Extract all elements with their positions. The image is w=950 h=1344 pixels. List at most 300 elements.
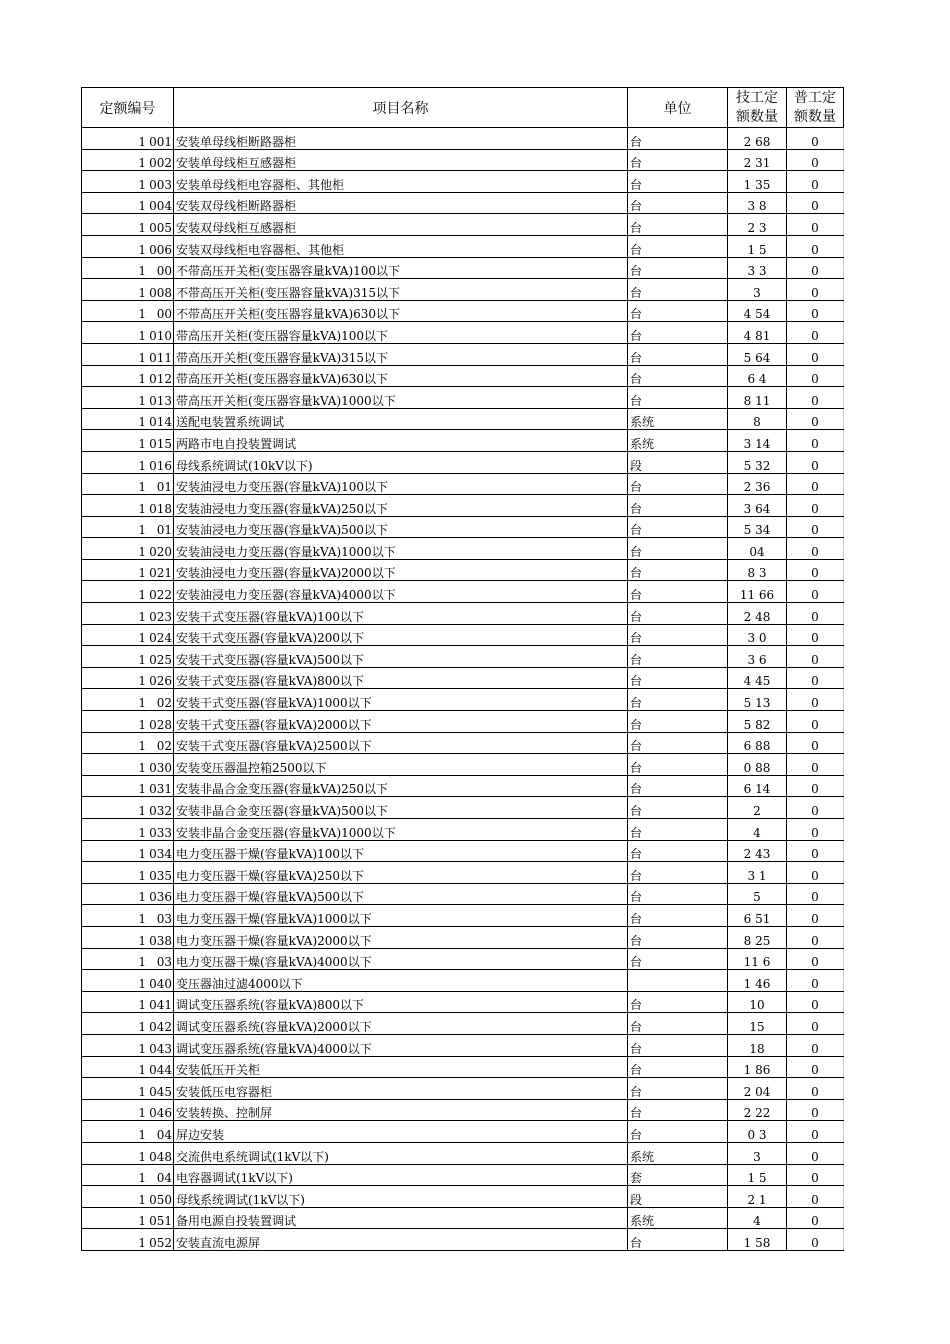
- cell-code: [82, 1207, 174, 1229]
- code-number: 020: [149, 544, 172, 559]
- code-number: 025: [149, 652, 172, 667]
- code-number: 016: [149, 458, 172, 473]
- cell-skilled-qty: 3 1: [728, 862, 787, 884]
- code-number: 051: [149, 1214, 172, 1229]
- cell-code: [82, 581, 174, 603]
- code-number: 008: [149, 285, 172, 300]
- cell-unit: 台: [628, 473, 728, 495]
- code-prefix: 1: [138, 890, 146, 905]
- cell-general-qty: 0: [787, 300, 844, 322]
- code-prefix: 1: [138, 804, 146, 818]
- cell-item-name: 安装低压电容器柜: [174, 1078, 628, 1100]
- cell-general-qty: 0: [787, 711, 844, 733]
- cell-item-name: 备用电源自投装置调试: [174, 1207, 628, 1229]
- cell-code: [82, 1186, 174, 1208]
- cell-general-qty: 0: [787, 1013, 844, 1035]
- cell-item-name: 安装干式变压器(容量kVA)2500以下: [174, 732, 628, 754]
- cell-unit: 台: [628, 1229, 728, 1251]
- cell-skilled-qty: 10: [728, 991, 787, 1013]
- code-number: 046: [149, 1106, 172, 1121]
- cell-code: [82, 1078, 174, 1100]
- cell-item-name: 电力变压器干燥(容量kVA)1000以下: [174, 905, 628, 927]
- cell-unit: 台: [628, 516, 728, 538]
- cell-skilled-qty: 8: [728, 408, 787, 430]
- cell-general-qty: 0: [787, 991, 844, 1013]
- cell-unit: 段: [628, 1186, 728, 1208]
- cell-item-name: 安装干式变压器(容量kVA)2000以下: [174, 711, 628, 733]
- cell-general-qty: 0: [787, 516, 844, 538]
- cell-skilled-qty: 1 46: [728, 970, 787, 992]
- cell-item-name: 安装油浸电力变压器(容量kVA)250以下: [174, 495, 628, 517]
- cell-code: [82, 1013, 174, 1035]
- table-row: [82, 948, 844, 970]
- code-prefix: 1: [138, 1192, 146, 1207]
- table-row: [82, 1078, 844, 1100]
- code-prefix: 1: [138, 1171, 146, 1186]
- table-row: [82, 1056, 844, 1078]
- cell-skilled-qty: 8 25: [728, 926, 787, 948]
- cell-code: [82, 603, 174, 625]
- cell-code: [82, 430, 174, 452]
- code-prefix: 1: [138, 1019, 146, 1034]
- cell-general-qty: 0: [787, 667, 844, 689]
- cell-general-qty: 0: [787, 365, 844, 387]
- cell-unit: 台: [628, 343, 728, 365]
- cell-unit: 台: [628, 149, 728, 171]
- cell-general-qty: 0: [787, 1099, 844, 1121]
- cell-item-name: 不带高压开关柜(变压器容量kVA)630以下: [174, 300, 628, 322]
- code-prefix: 1: [138, 1235, 146, 1250]
- cell-unit: 台: [628, 732, 728, 754]
- cell-item-name: 安装单母线柜断路器柜: [174, 128, 628, 150]
- cell-skilled-qty: 0 88: [728, 754, 787, 776]
- cell-item-name: 安装双母线柜电容器柜、其他柜: [174, 235, 628, 257]
- code-prefix: 1: [138, 760, 146, 775]
- cell-unit: 台: [628, 171, 728, 193]
- cell-item-name: 两路市电自投装置调试: [174, 430, 628, 452]
- cell-code: [82, 343, 174, 365]
- cell-general-qty: 0: [787, 775, 844, 797]
- cell-code: [82, 495, 174, 517]
- table-row: [82, 862, 844, 884]
- cell-code: [82, 516, 174, 538]
- cell-skilled-qty: 6 4: [728, 365, 787, 387]
- cell-skilled-qty: 2: [728, 797, 787, 819]
- table-row: [82, 365, 844, 387]
- cell-skilled-qty: 4 45: [728, 667, 787, 689]
- header-unit: 单位: [628, 88, 728, 128]
- cell-unit: 台: [628, 862, 728, 884]
- cell-code: [82, 279, 174, 301]
- cell-skilled-qty: 3 6: [728, 646, 787, 668]
- code-prefix: 1: [138, 1149, 146, 1164]
- cell-unit: 台: [628, 1099, 728, 1121]
- code-prefix: 1: [138, 415, 146, 430]
- table-row: [82, 171, 844, 193]
- table-row: [82, 797, 844, 819]
- table-row: [82, 1121, 844, 1143]
- table-row: [82, 408, 844, 430]
- code-prefix: 1: [138, 199, 146, 214]
- cell-item-name: 安装双母线柜断路器柜: [174, 192, 628, 214]
- cell-code: [82, 646, 174, 668]
- table-row: [82, 538, 844, 560]
- code-prefix: 1: [138, 134, 146, 149]
- cell-item-name: 带高压开关柜(变压器容量kVA)315以下: [174, 343, 628, 365]
- table-row: [82, 775, 844, 797]
- cell-skilled-qty: 6 51: [728, 905, 787, 927]
- cell-general-qty: 0: [787, 581, 844, 603]
- code-number: 03: [156, 955, 172, 970]
- cell-skilled-qty: 2 1: [728, 1186, 787, 1208]
- code-number: 04: [156, 1171, 172, 1186]
- cell-unit: 台: [628, 128, 728, 150]
- code-number: 030: [149, 760, 172, 775]
- cell-unit: 台: [628, 754, 728, 776]
- code-number: 014: [149, 415, 172, 430]
- cell-item-name: 电力变压器干燥(容量kVA)4000以下: [174, 948, 628, 970]
- cell-general-qty: 0: [787, 883, 844, 905]
- cell-skilled-qty: 2 68: [728, 128, 787, 150]
- cell-skilled-qty: 1 5: [728, 235, 787, 257]
- code-prefix: 1: [138, 156, 146, 171]
- code-prefix: 1: [138, 350, 146, 365]
- cell-unit: 台: [628, 1034, 728, 1056]
- cell-skilled-qty: 3: [728, 1142, 787, 1164]
- cell-general-qty: 0: [787, 538, 844, 560]
- cell-general-qty: 0: [787, 408, 844, 430]
- code-number: 038: [149, 933, 172, 948]
- code-prefix: 1: [138, 501, 146, 516]
- table-row: [82, 1164, 844, 1186]
- cell-skilled-qty: 5 82: [728, 711, 787, 733]
- cell-skilled-qty: 4 81: [728, 322, 787, 344]
- cell-unit: 台: [628, 322, 728, 344]
- cell-general-qty: 0: [787, 235, 844, 257]
- code-prefix: 1: [138, 436, 146, 451]
- cell-code: [82, 991, 174, 1013]
- table-row: [82, 430, 844, 452]
- cell-skilled-qty: 3 8: [728, 192, 787, 214]
- cell-general-qty: 0: [787, 1056, 844, 1078]
- cell-general-qty: 0: [787, 970, 844, 992]
- table-row: [82, 754, 844, 776]
- cell-general-qty: 0: [787, 689, 844, 711]
- code-number: 005: [149, 220, 172, 235]
- code-number: 015: [149, 436, 172, 451]
- cell-code: [82, 905, 174, 927]
- cell-unit: 台: [628, 1078, 728, 1100]
- code-number: 010: [149, 328, 172, 343]
- code-number: 01: [156, 523, 172, 538]
- table-header: [82, 88, 844, 128]
- table-row: [82, 603, 844, 625]
- cell-code: [82, 171, 174, 193]
- cell-unit: 台: [628, 387, 728, 409]
- table-row: [82, 257, 844, 279]
- table-row: [82, 1207, 844, 1229]
- cell-skilled-qty: 18: [728, 1034, 787, 1056]
- cell-unit: 台: [628, 235, 728, 257]
- code-prefix: 1: [138, 933, 146, 948]
- cell-item-name: 带高压开关柜(变压器容量kVA)1000以下: [174, 387, 628, 409]
- cell-item-name: 安装直流电源屏: [174, 1229, 628, 1251]
- cell-general-qty: 0: [787, 430, 844, 452]
- cell-unit: 台: [628, 1056, 728, 1078]
- code-prefix: 1: [138, 1106, 146, 1121]
- code-number: 032: [149, 804, 172, 818]
- code-prefix: 1: [138, 480, 146, 495]
- cell-general-qty: 0: [787, 1034, 844, 1056]
- cell-unit: 台: [628, 667, 728, 689]
- cell-code: [82, 1142, 174, 1164]
- cell-skilled-qty: 3: [728, 279, 787, 301]
- cell-unit: 台: [628, 926, 728, 948]
- cell-code: [82, 322, 174, 344]
- cell-item-name: 调试变压器系统(容量kVA)2000以下: [174, 1013, 628, 1035]
- header-skilled-line2: 额数量: [736, 108, 778, 125]
- cell-general-qty: 0: [787, 948, 844, 970]
- cell-general-qty: 0: [787, 862, 844, 884]
- cell-item-name: 调试变压器系统(容量kVA)4000以下: [174, 1034, 628, 1056]
- cell-code: [82, 387, 174, 409]
- cell-skilled-qty: 2 43: [728, 840, 787, 862]
- cell-unit: 台: [628, 689, 728, 711]
- cell-unit: 套: [628, 1164, 728, 1186]
- cell-code: [82, 1099, 174, 1121]
- cell-general-qty: 0: [787, 905, 844, 927]
- cell-skilled-qty: 11 6: [728, 948, 787, 970]
- cell-item-name: 安装非晶合金变压器(容量kVA)1000以下: [174, 819, 628, 841]
- cell-skilled-qty: 0 3: [728, 1121, 787, 1143]
- code-number: 044: [149, 1063, 172, 1078]
- cell-skilled-qty: 6 88: [728, 732, 787, 754]
- table-body: [82, 128, 844, 1251]
- cell-code: [82, 797, 174, 819]
- code-prefix: 1: [138, 588, 146, 603]
- code-prefix: 1: [138, 1063, 146, 1078]
- cell-unit: 台: [628, 991, 728, 1013]
- table-row: [82, 192, 844, 214]
- cell-code: [82, 538, 174, 560]
- cell-code: [82, 754, 174, 776]
- cell-unit: 台: [628, 905, 728, 927]
- cell-code: [82, 1056, 174, 1078]
- cell-item-name: 屏边安装: [174, 1121, 628, 1143]
- cell-unit: 段: [628, 451, 728, 473]
- code-prefix: 1: [138, 976, 146, 991]
- cell-item-name: 带高压开关柜(变压器容量kVA)630以下: [174, 365, 628, 387]
- code-number: 02: [156, 739, 172, 754]
- cell-item-name: 安装干式变压器(容量kVA)800以下: [174, 667, 628, 689]
- table-row: [82, 905, 844, 927]
- table-row: [82, 970, 844, 992]
- code-number: 013: [149, 393, 172, 408]
- cell-code: [82, 948, 174, 970]
- code-number: 006: [149, 242, 172, 257]
- cell-skilled-qty: 3 14: [728, 430, 787, 452]
- cell-unit: 台: [628, 797, 728, 819]
- code-number: 00: [156, 264, 172, 279]
- code-prefix: 1: [138, 955, 146, 970]
- table-row: [82, 1186, 844, 1208]
- code-number: 043: [149, 1041, 172, 1056]
- code-prefix: 1: [138, 998, 146, 1013]
- cell-item-name: 安装油浸电力变压器(容量kVA)4000以下: [174, 581, 628, 603]
- cell-unit: 台: [628, 495, 728, 517]
- cell-skilled-qty: 15: [728, 1013, 787, 1035]
- cell-skilled-qty: 4 54: [728, 300, 787, 322]
- cell-skilled-qty: 6 14: [728, 775, 787, 797]
- code-prefix: 1: [138, 911, 146, 926]
- cell-general-qty: 0: [787, 624, 844, 646]
- code-number: 031: [149, 782, 172, 797]
- cell-general-qty: 0: [787, 732, 844, 754]
- cell-item-name: 安装双母线柜互感器柜: [174, 214, 628, 236]
- code-number: 023: [149, 609, 172, 624]
- cell-code: [82, 1229, 174, 1251]
- cell-general-qty: 0: [787, 343, 844, 365]
- cell-unit: 台: [628, 365, 728, 387]
- code-number: 011: [149, 350, 172, 365]
- quota-table: [81, 87, 844, 1251]
- header-name: 项目名称: [174, 88, 628, 128]
- table-row: [82, 624, 844, 646]
- cell-general-qty: 0: [787, 322, 844, 344]
- header-general-line1: 普工定: [794, 89, 836, 106]
- code-prefix: 1: [138, 631, 146, 646]
- table-row: [82, 149, 844, 171]
- cell-unit: 系统: [628, 1207, 728, 1229]
- table-row: [82, 322, 844, 344]
- cell-item-name: 安装单母线柜电容器柜、其他柜: [174, 171, 628, 193]
- cell-code: [82, 667, 174, 689]
- code-number: 04: [156, 1127, 172, 1142]
- header-general-qty: [787, 88, 844, 128]
- table-row: [82, 1034, 844, 1056]
- cell-code: [82, 819, 174, 841]
- cell-unit: 台: [628, 646, 728, 668]
- cell-unit: 系统: [628, 408, 728, 430]
- cell-code: [82, 883, 174, 905]
- table-row: [82, 646, 844, 668]
- cell-skilled-qty: 2 31: [728, 149, 787, 171]
- code-prefix: 1: [138, 652, 146, 667]
- cell-skilled-qty: 5 32: [728, 451, 787, 473]
- code-prefix: 1: [138, 328, 146, 343]
- cell-code: [82, 1121, 174, 1143]
- table-row: [82, 279, 844, 301]
- code-number: 03: [156, 911, 172, 926]
- cell-skilled-qty: 3 3: [728, 257, 787, 279]
- cell-item-name: 安装干式变压器(容量kVA)200以下: [174, 624, 628, 646]
- cell-item-name: 电力变压器干燥(容量kVA)2000以下: [174, 926, 628, 948]
- cell-skilled-qty: 2 3: [728, 214, 787, 236]
- code-prefix: 1: [138, 739, 146, 754]
- cell-skilled-qty: 8 11: [728, 387, 787, 409]
- cell-skilled-qty: 2 04: [728, 1078, 787, 1100]
- cell-general-qty: 0: [787, 473, 844, 495]
- cell-general-qty: 0: [787, 1121, 844, 1143]
- cell-unit: 台: [628, 300, 728, 322]
- code-prefix: 1: [138, 1041, 146, 1056]
- cell-general-qty: 0: [787, 192, 844, 214]
- cell-unit: 系统: [628, 1142, 728, 1164]
- cell-item-name: 不带高压开关柜(变压器容量kVA)315以下: [174, 279, 628, 301]
- cell-general-qty: 0: [787, 819, 844, 841]
- table-row: [82, 689, 844, 711]
- code-number: 01: [156, 480, 172, 495]
- table-row: [82, 451, 844, 473]
- code-prefix: 1: [138, 868, 146, 883]
- code-prefix: 1: [138, 1127, 146, 1142]
- code-prefix: 1: [138, 696, 146, 711]
- cell-skilled-qty: 11 66: [728, 581, 787, 603]
- cell-unit: 台: [628, 279, 728, 301]
- code-number: 004: [149, 199, 172, 214]
- cell-general-qty: 0: [787, 797, 844, 819]
- cell-code: [82, 926, 174, 948]
- cell-item-name: 安装非晶合金变压器(容量kVA)250以下: [174, 775, 628, 797]
- cell-skilled-qty: 04: [728, 538, 787, 560]
- cell-skilled-qty: 4: [728, 819, 787, 841]
- cell-code: [82, 451, 174, 473]
- cell-unit: 台: [628, 581, 728, 603]
- cell-general-qty: 0: [787, 171, 844, 193]
- cell-unit: 台: [628, 948, 728, 970]
- code-number: 018: [149, 501, 172, 516]
- cell-skilled-qty: 1 35: [728, 171, 787, 193]
- table-row: [82, 300, 844, 322]
- cell-unit: 系统: [628, 430, 728, 452]
- header-skilled-line1: 技工定: [736, 89, 778, 106]
- cell-general-qty: 0: [787, 1186, 844, 1208]
- cell-skilled-qty: 5 64: [728, 343, 787, 365]
- cell-unit: 台: [628, 883, 728, 905]
- code-number: 024: [149, 631, 172, 646]
- cell-unit: 台: [628, 257, 728, 279]
- table-row: [82, 991, 844, 1013]
- cell-code: [82, 1164, 174, 1186]
- cell-item-name: 带高压开关柜(变压器容量kVA)100以下: [174, 322, 628, 344]
- cell-general-qty: 0: [787, 1078, 844, 1100]
- table-row: [82, 711, 844, 733]
- cell-unit: 台: [628, 819, 728, 841]
- cell-unit: 台: [628, 214, 728, 236]
- cell-unit: 台: [628, 559, 728, 581]
- code-prefix: 1: [138, 458, 146, 473]
- cell-item-name: 安装低压开关柜: [174, 1056, 628, 1078]
- code-prefix: 1: [138, 285, 146, 300]
- cell-skilled-qty: 3 0: [728, 624, 787, 646]
- code-number: 003: [149, 177, 172, 192]
- cell-item-name: 安装非晶合金变压器(容量kVA)500以下: [174, 797, 628, 819]
- cell-general-qty: 0: [787, 279, 844, 301]
- code-number: 035: [149, 868, 172, 883]
- cell-item-name: 安装变压器温控箱2500以下: [174, 754, 628, 776]
- cell-item-name: 母线系统调试(10kV以下): [174, 451, 628, 473]
- cell-unit: 台: [628, 538, 728, 560]
- cell-skilled-qty: 5: [728, 883, 787, 905]
- table-row: [82, 473, 844, 495]
- cell-general-qty: 0: [787, 128, 844, 150]
- table-row: [82, 1099, 844, 1121]
- header-code: 定额编号: [82, 88, 174, 128]
- cell-item-name: 送配电装置系统调试: [174, 408, 628, 430]
- cell-skilled-qty: 2 36: [728, 473, 787, 495]
- cell-code: [82, 970, 174, 992]
- table-row: [82, 581, 844, 603]
